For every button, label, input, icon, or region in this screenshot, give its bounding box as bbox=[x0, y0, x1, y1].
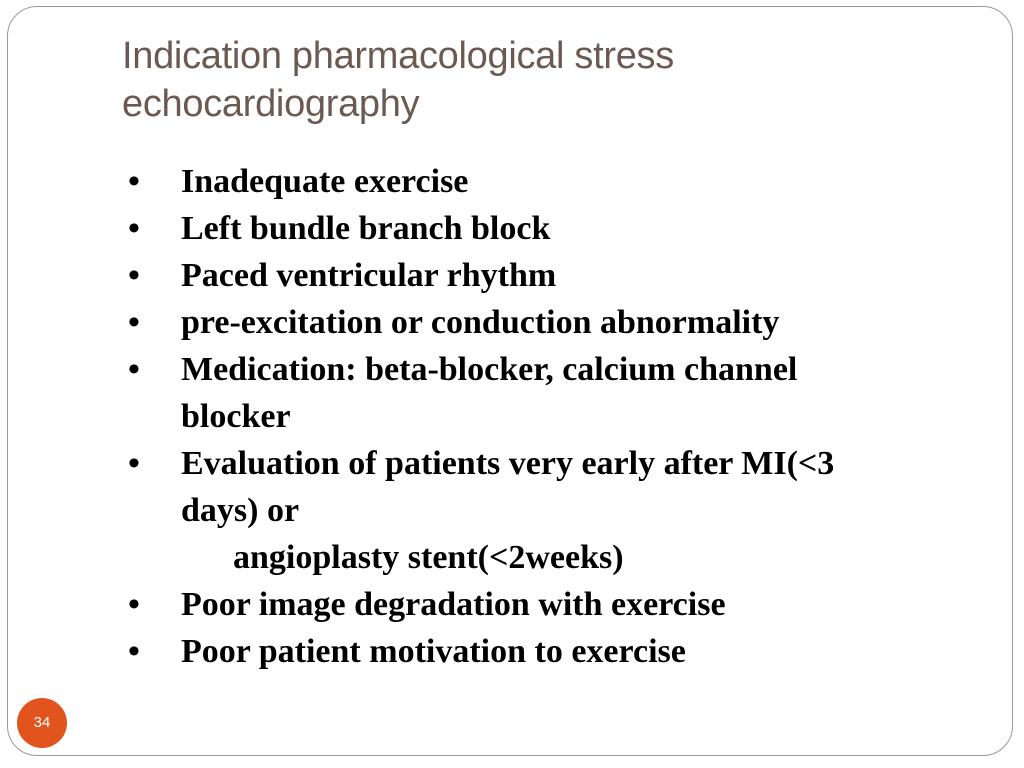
bullet-list bbox=[128, 158, 958, 675]
bullet-text-line-3: angioplasty stent(<2weeks) bbox=[233, 539, 624, 576]
bullet-item-poor-patient-motivation bbox=[128, 628, 958, 675]
bullet-text: Poor patient motivation to exercise bbox=[181, 633, 686, 670]
bullet-dot: • bbox=[128, 304, 140, 341]
bullet-dot: • bbox=[128, 210, 140, 247]
bullet-text-line-1: Medication: beta-blocker, calcium channel bbox=[181, 351, 798, 388]
page-number-badge: 34 bbox=[17, 698, 67, 748]
bullet-text: Left bundle branch block bbox=[181, 210, 551, 247]
bullet-text: Paced ventricular rhythm bbox=[181, 257, 557, 294]
bullet-dot: • bbox=[128, 351, 140, 388]
bullet-dot: • bbox=[128, 257, 140, 294]
bullet-item-pre-excitation bbox=[128, 299, 958, 346]
bullet-dot: • bbox=[128, 163, 140, 200]
bullet-text-line-2: days) or bbox=[181, 492, 300, 529]
bullet-dot: • bbox=[128, 586, 140, 623]
bullet-text: Inadequate exercise bbox=[181, 163, 469, 200]
bullet-item-poor-image-degradation bbox=[128, 581, 958, 628]
slide-title bbox=[122, 32, 942, 128]
bullet-item-evaluation-early-after-mi bbox=[128, 440, 958, 581]
bullet-dot: • bbox=[128, 633, 140, 670]
bullet-text-line-2: blocker bbox=[181, 398, 291, 435]
title-line-1: Indication pharmacological stress bbox=[122, 35, 674, 77]
bullet-text-line-1: Evaluation of patients very early after MI(<3 bbox=[181, 445, 835, 482]
title-line-2: echocardiography bbox=[122, 83, 420, 125]
bullet-text: pre-excitation or conduction abnormality bbox=[181, 304, 780, 341]
bullet-text: Poor image degradation with exercise bbox=[181, 586, 726, 623]
bullet-item-paced-ventricular-rhythm bbox=[128, 252, 958, 299]
bullet-item-left-bundle-branch-block bbox=[128, 205, 958, 252]
bullet-item-inadequate-exercise bbox=[128, 158, 958, 205]
bullet-item-medication bbox=[128, 346, 958, 440]
bullet-dot: • bbox=[128, 445, 140, 482]
